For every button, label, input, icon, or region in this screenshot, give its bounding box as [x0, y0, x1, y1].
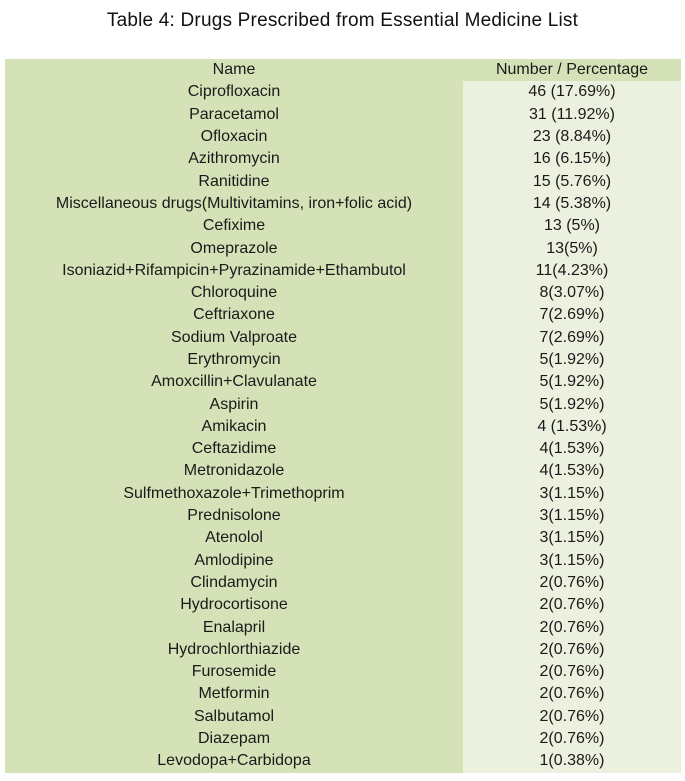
number-percentage-cell: 7(2.69%) [463, 304, 681, 326]
table-row [5, 148, 681, 170]
number-percentage-cell: 2(0.76%) [463, 661, 681, 683]
number-percentage-cell: 7(2.69%) [463, 327, 681, 349]
drug-name-cell: Amlodipine [5, 550, 463, 572]
table-row [5, 170, 681, 192]
table-title: Table 4: Drugs Prescribed from Essential Medicine List [106, 10, 579, 31]
number-percentage-cell: 5(1.92%) [463, 393, 681, 415]
number-percentage-cell: 2(0.76%) [463, 683, 681, 705]
number-percentage-cell: 2(0.76%) [463, 572, 681, 594]
drug-name-cell: Azithromycin [5, 148, 463, 170]
number-percentage-cell: 46 (17.69%) [463, 81, 681, 103]
drug-name-cell: Ceftazidime [5, 438, 463, 460]
table-row [5, 639, 681, 661]
number-percentage-cell: 11(4.23%) [463, 260, 681, 282]
drug-name-cell: Isoniazid+Rifampicin+Pyrazinamide+Ethambutol [5, 260, 463, 282]
number-percentage-cell: 13 (5%) [463, 215, 681, 237]
drug-name-cell: Metronidazole [5, 460, 463, 482]
number-percentage-cell: 8(3.07%) [463, 282, 681, 304]
table-row [5, 683, 681, 705]
number-percentage-cell: 4(1.53%) [463, 460, 681, 482]
drug-name-cell: Furosemide [5, 661, 463, 683]
column-header-name: Name [5, 59, 463, 81]
table-row [5, 505, 681, 527]
number-percentage-cell: 2(0.76%) [463, 728, 681, 750]
table-row [5, 349, 681, 371]
drug-name-cell: Erythromycin [5, 349, 463, 371]
drug-name-cell: Omeprazole [5, 237, 463, 259]
drug-name-cell: Paracetamol [5, 104, 463, 126]
table-row [5, 483, 681, 505]
number-percentage-cell: 2(0.76%) [463, 706, 681, 728]
table-container [5, 59, 681, 773]
table-row [5, 572, 681, 594]
drug-name-cell: Ceftriaxone [5, 304, 463, 326]
number-percentage-cell: 5(1.92%) [463, 349, 681, 371]
number-percentage-cell: 3(1.15%) [463, 550, 681, 572]
table-row [5, 438, 681, 460]
number-percentage-cell: 1(0.38%) [463, 750, 681, 772]
number-percentage-cell: 31 (11.92%) [463, 104, 681, 126]
number-percentage-cell: 15 (5.76%) [463, 170, 681, 192]
table-body [5, 81, 681, 772]
drug-name-cell: Atenolol [5, 527, 463, 549]
number-percentage-cell: 2(0.76%) [463, 594, 681, 616]
number-percentage-cell: 13(5%) [463, 237, 681, 259]
number-percentage-cell: 4(1.53%) [463, 438, 681, 460]
drug-name-cell: Ciprofloxacin [5, 81, 463, 103]
table-row [5, 661, 681, 683]
table-row [5, 260, 681, 282]
number-percentage-cell: 3(1.15%) [463, 527, 681, 549]
number-percentage-cell: 4 (1.53%) [463, 416, 681, 438]
drug-name-cell: Diazepam [5, 728, 463, 750]
drug-name-cell: Sodium Valproate [5, 327, 463, 349]
number-percentage-cell: 5(1.92%) [463, 371, 681, 393]
drug-name-cell: Sulfmethoxazole+Trimethoprim [5, 483, 463, 505]
number-percentage-cell: 14 (5.38%) [463, 193, 681, 215]
number-percentage-cell: 2(0.76%) [463, 639, 681, 661]
drug-name-cell: Enalapril [5, 616, 463, 638]
table-row [5, 594, 681, 616]
table-row [5, 81, 681, 103]
number-percentage-cell: 3(1.15%) [463, 505, 681, 527]
drug-name-cell: Amikacin [5, 416, 463, 438]
drug-name-cell: Hydrochlorthiazide [5, 639, 463, 661]
drugs-table [5, 59, 681, 773]
drug-name-cell: Miscellaneous drugs(Multivitamins, iron+folic acid) [5, 193, 463, 215]
number-percentage-cell: 2(0.76%) [463, 616, 681, 638]
drug-name-cell: Amoxcillin+Clavulanate [5, 371, 463, 393]
drug-name-cell: Hydrocortisone [5, 594, 463, 616]
drug-name-cell: Ranitidine [5, 170, 463, 192]
table-row [5, 215, 681, 237]
number-percentage-cell: 3(1.15%) [463, 483, 681, 505]
table-header-row [5, 59, 681, 81]
drug-name-cell: Salbutamol [5, 706, 463, 728]
table-row [5, 393, 681, 415]
table-row [5, 327, 681, 349]
table-row [5, 750, 681, 772]
drug-name-cell: Aspirin [5, 393, 463, 415]
table-row [5, 193, 681, 215]
table-row [5, 237, 681, 259]
table-row [5, 416, 681, 438]
table-row [5, 527, 681, 549]
drug-name-cell: Levodopa+Carbidopa [5, 750, 463, 772]
table-row [5, 706, 681, 728]
drug-name-cell: Ofloxacin [5, 126, 463, 148]
drug-name-cell: Metformin [5, 683, 463, 705]
table-row [5, 616, 681, 638]
table-row [5, 371, 681, 393]
drug-name-cell: Prednisolone [5, 505, 463, 527]
table-row [5, 282, 681, 304]
table-row [5, 460, 681, 482]
column-header-number-percentage: Number / Percentage [463, 59, 681, 81]
number-percentage-cell: 16 (6.15%) [463, 148, 681, 170]
drug-name-cell: Clindamycin [5, 572, 463, 594]
table-row [5, 728, 681, 750]
number-percentage-cell: 23 (8.84%) [463, 126, 681, 148]
table-row [5, 126, 681, 148]
drug-name-cell: Cefixime [5, 215, 463, 237]
drug-name-cell: Chloroquine [5, 282, 463, 304]
table-row [5, 304, 681, 326]
table-row [5, 550, 681, 572]
table-row [5, 104, 681, 126]
